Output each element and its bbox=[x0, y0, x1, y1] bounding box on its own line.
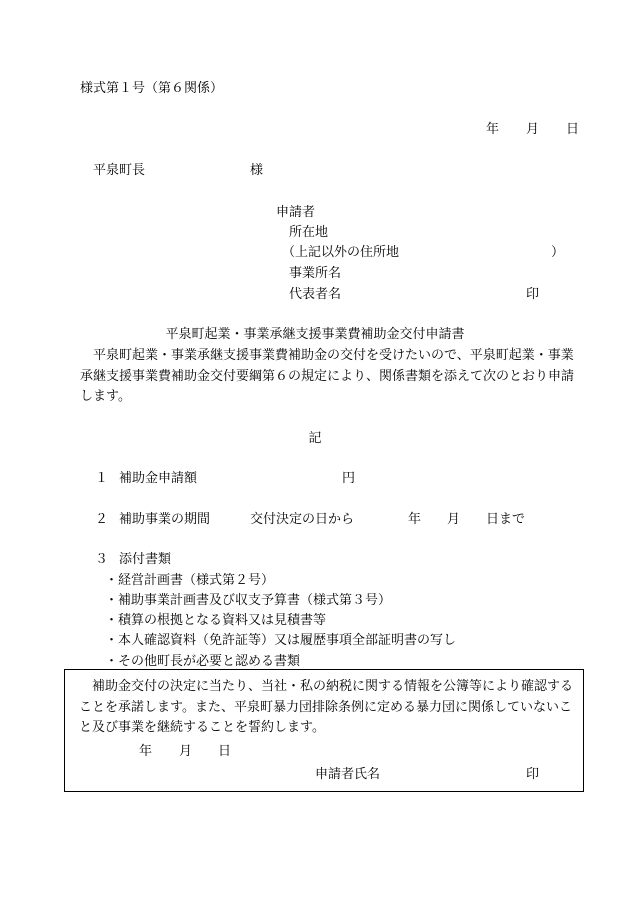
date-day: 日 bbox=[566, 122, 580, 137]
ki-heading: 記 bbox=[308, 431, 322, 446]
item2-month: 月 bbox=[447, 512, 461, 527]
item3-number: ３ bbox=[95, 552, 109, 567]
addressee-honorific: 様 bbox=[250, 163, 264, 178]
item1-unit: 円 bbox=[342, 471, 356, 486]
attachment-item: ・本人確認資料（免許証等）又は履歴事項全部証明書の写し bbox=[105, 633, 457, 648]
intro-paragraph: 平泉町起業・事業承継支援事業費補助金の交付を受けたいので、平泉町起業・事業承継支援事業費補助金交付要綱第６の規定により、関係書類を添えて次のとおり申請します。 bbox=[80, 348, 575, 404]
consent-seal-mark: 印 bbox=[526, 767, 540, 782]
applicant-representative-label: 代表者名 bbox=[289, 287, 342, 302]
item2-year: 年 bbox=[408, 512, 422, 527]
item1-label: 補助金申請額 bbox=[119, 471, 198, 486]
applicant-address-label: 所在地 bbox=[289, 225, 329, 240]
applicant-heading: 申請者 bbox=[276, 205, 316, 220]
consent-date-year: 年 bbox=[139, 744, 153, 759]
consent-date-day: 日 bbox=[218, 744, 232, 759]
consent-signer-label: 申請者氏名 bbox=[315, 767, 381, 782]
applicant-alt-address-close: ） bbox=[551, 245, 565, 260]
attachment-item: ・その他町長が必要と認める書類 bbox=[105, 654, 301, 669]
date-month: 月 bbox=[526, 122, 540, 137]
item3-label: 添付書類 bbox=[119, 552, 172, 567]
document-title: 平泉町起業・事業承継支援事業費補助金交付申請書 bbox=[165, 327, 465, 342]
item2-label: 補助事業の期間 bbox=[119, 512, 211, 527]
form-number: 様式第１号（第６関係） bbox=[80, 81, 224, 96]
item2-until: 日まで bbox=[486, 512, 526, 527]
consent-date-month: 月 bbox=[179, 744, 193, 759]
attachment-item: ・補助事業計画書及び収支予算書（様式第３号） bbox=[105, 593, 392, 608]
addressee-name: 平泉町長 bbox=[93, 163, 146, 178]
consent-box bbox=[64, 669, 584, 792]
applicant-seal-mark: 印 bbox=[526, 287, 540, 302]
item2-from-text: 交付決定の日から bbox=[250, 512, 355, 527]
applicant-business-name-label: 事業所名 bbox=[289, 266, 342, 281]
consent-text: 補助金交付の決定に当たり、当社・私の納税に関する情報を公簿等により確認することを承諾します。また、平泉町暴力団排除条例に定める暴力団に関係していないこと及び事業を継続することを誓約します。 bbox=[79, 679, 574, 735]
date-year: 年 bbox=[486, 122, 500, 137]
item1-number: １ bbox=[95, 471, 109, 486]
attachment-item: ・積算の根拠となる資料又は見積書等 bbox=[105, 613, 327, 628]
attachment-item: ・経営計画書（様式第２号） bbox=[105, 573, 275, 588]
applicant-alt-address-label: （上記以外の住所地 bbox=[282, 245, 400, 260]
item2-number: ２ bbox=[95, 512, 109, 527]
